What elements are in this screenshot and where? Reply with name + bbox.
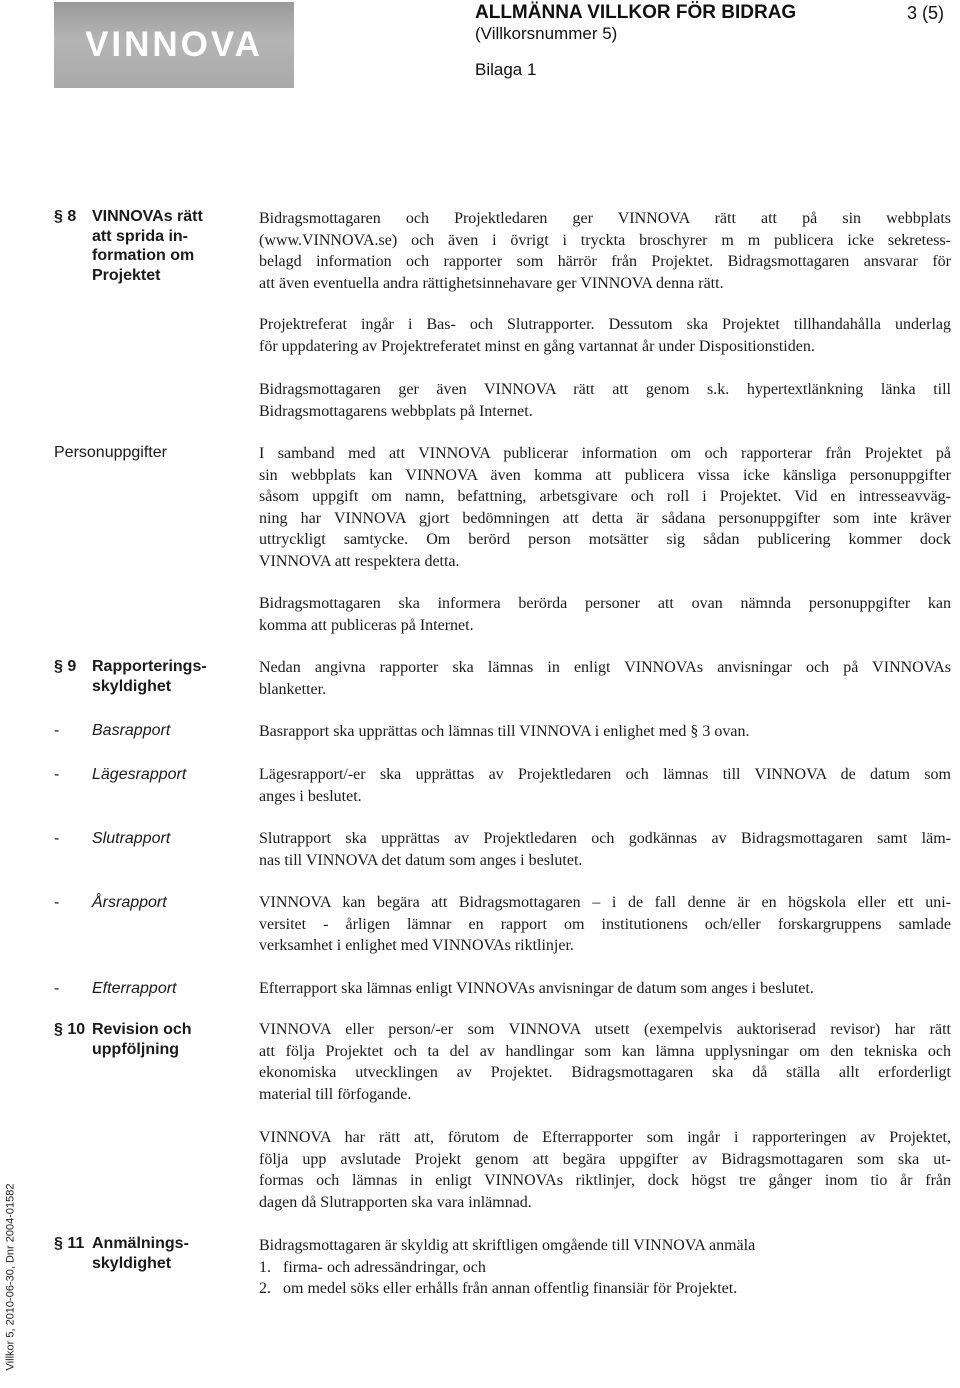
bilaga-label: Bilaga 1 (475, 60, 537, 79)
text-line: verksamhet i enlighet med VINNOVAs riktlinjer. (259, 937, 574, 954)
list-dash: - (54, 830, 60, 847)
list-dash: - (54, 722, 60, 739)
report-label: Efterrapport (92, 980, 177, 997)
text-line: dagen då Slutrapporten ska vara inlämnad. (259, 1193, 532, 1211)
personuppgifter-label: Personuppgifter (54, 444, 167, 461)
section-10-heading (54, 1020, 217, 1059)
title-line: Anmälnings- (92, 1235, 189, 1252)
title-line: skyldighet (92, 677, 172, 695)
side-footer-text: Villkor 5, 2010-06-30, Dnr 2004-01582 (4, 1183, 17, 1371)
report-item-lagesrapport (54, 764, 186, 785)
text-line: komma att publiceras på Internet. (259, 616, 474, 634)
section-number: § 10 (54, 1021, 86, 1038)
section-8-paragraph-3 (259, 379, 951, 422)
section-10-paragraph-2 (259, 1127, 951, 1213)
report-label: Årsrapport (92, 894, 167, 911)
text-line: belagd information och rapporter som härrör från Projektet. Bidragsmottagaren ansvarar för (259, 253, 951, 270)
text-line: Projektreferat ingår i Bas- och Slutrapporter. Dessutom ska Projektet tillhandahålla underlag (259, 316, 951, 333)
section-number: § 8 (54, 208, 77, 225)
title-line: VINNOVAs rätt (92, 208, 203, 225)
section-8-paragraph-2 (259, 314, 951, 357)
list-item: 1. firma- och adressändringar, och (259, 1258, 486, 1276)
text-line: för uppdatering av Projektreferatet minst en gång vartannat år under Dispositionstiden. (259, 337, 815, 355)
text-line: sin webbplats kan VINNOVA även komma att publicera vissa icke känsliga personuppgifter (259, 466, 951, 484)
title-line: formation om (92, 247, 195, 264)
text-line: Bidragsmottagaren ska informera berörda personer att ovan nämnda personuppgifter kan (259, 595, 951, 612)
report-item-basrapport (54, 720, 170, 741)
text-line: följa upp avslutade Projekt genom att begära uppgifter av Bidragsmottagaren som ska ut- (259, 1150, 951, 1168)
section-title (92, 207, 217, 285)
text-line: Lägesrapport/-er ska upprättas av Projektledaren och lämnas till VINNOVA de datum som (259, 766, 951, 783)
basrapport-text (259, 721, 951, 743)
text-line: såsom uppgift om namn, befattning, arbetsgivare och roll i Projektet. Vid en intresseavväg- (259, 488, 951, 505)
title-line: Revision och (92, 1021, 192, 1038)
arsrapport-text (259, 892, 951, 957)
document-subtitle: (Villkorsnummer 5) (475, 24, 618, 43)
text-line: ning har VINNOVA gjort bedömningen att detta är sådana personuppgifter som inte kräver (259, 509, 951, 527)
text-line: VINNOVA eller person/-er som VINNOVA utsett (exempelvis auktoriserad revisor) har rätt (259, 1021, 951, 1038)
title-line: att sprida in- (92, 227, 189, 245)
report-label: Basrapport (92, 722, 171, 739)
section-9-heading (54, 657, 217, 696)
list-dash: - (54, 766, 60, 783)
section-9-intro (259, 657, 951, 700)
text-line: uttryckligt samtycke. Om berörd person motsätter sig sådan publicering kommer dock (259, 531, 951, 548)
section-8-paragraph-1 (259, 208, 951, 294)
section-10-paragraph-1 (259, 1019, 951, 1105)
text-line: blanketter. (259, 680, 327, 698)
logo-text: VINNOVA (85, 25, 263, 64)
list-dash: - (54, 894, 60, 911)
personuppgifter-paragraph-1 (259, 443, 951, 572)
section-number: § 9 (54, 658, 77, 675)
text-line: anges i beslutet. (259, 787, 362, 805)
report-label: Slutrapport (92, 830, 171, 847)
page-number: 3 (5) (906, 3, 944, 23)
text-line: Basrapport ska upprättas och lämnas till VINNOVA i enlighet med § 3 ovan. (259, 723, 750, 740)
section-11-paragraph-1 (259, 1235, 951, 1300)
efterrapport-text (259, 978, 951, 1000)
text-line: VINNOVA kan begära att Bidragsmottagaren – i de fall denne är en högskola eller ett uni- (259, 894, 951, 911)
list-item: 2. om medel söks eller erhålls från annan offentlig finansiär för Projektet. (259, 1280, 738, 1297)
section-title (92, 1020, 217, 1059)
report-item-arsrapport (54, 892, 167, 913)
text-line: VINNOVA har rätt att, förutom de Efterrapporter som ingår i rapporteringen av Projektet, (259, 1129, 951, 1146)
side-footer (0, 1166, 20, 1388)
text-line: Slutrapport ska upprättas av Projektledaren och godkännas av Bidragsmottagaren samt läm- (259, 830, 951, 847)
text-line: ekonomiska utvecklingen av Projektet. Bidragsmottagaren ska då ställa allt erforderligt (259, 1064, 951, 1081)
report-item-slutrapport (54, 828, 170, 849)
text-line: I samband med att VINNOVA publicerar information om och rapporterar från Projektet på (259, 445, 951, 462)
section-11-heading (54, 1234, 217, 1273)
text-line: Nedan angivna rapporter ska lämnas in enligt VINNOVAs anvisningar och på VINNOVAs (259, 659, 951, 676)
text-line: Bidragsmottagaren och Projektledaren ger VINNOVA rätt att på sin webbplats (259, 210, 951, 227)
text-line: att även eventuella andra rättighetsinnehavare ger VINNOVA denna rätt. (259, 274, 724, 292)
text-line: Bidragsmottagaren ger även VINNOVA rätt att genom s.k. hypertextlänkning länka till (259, 381, 951, 398)
title-line: Projektet (92, 266, 161, 284)
text-line: Bidragsmottagaren är skyldig att skriftligen omgående till VINNOVA anmäla (259, 1237, 756, 1254)
report-item-efterrapport (54, 978, 176, 999)
text-line: Bidragsmottagarens webbplats på Internet. (259, 402, 533, 420)
section-title (92, 1234, 217, 1273)
vinnova-logo (54, 2, 294, 88)
text-line: material till förfogande. (259, 1085, 412, 1103)
text-line: versitet - årligen lämnar en rapport om institutionens och/eller forskargruppens samlade (259, 915, 951, 933)
section-title (92, 657, 217, 696)
personuppgifter-paragraph-2 (259, 593, 951, 636)
title-line: skyldighet (92, 1254, 172, 1272)
document-title: ALLMÄNNA VILLKOR FÖR BIDRAG (475, 2, 797, 23)
report-label: Lägesrapport (92, 766, 187, 783)
text-line: (www.VINNOVA.se) och även i övrigt i tryckta broschyrer m m publicera icke sekretess- (259, 231, 951, 249)
section-number: § 11 (54, 1235, 85, 1252)
text-line: Efterrapport ska lämnas enligt VINNOVAs anvisningar de datum som anges i beslutet. (259, 980, 814, 997)
list-dash: - (54, 980, 60, 997)
text-line: VINNOVA att respektera detta. (259, 552, 460, 570)
title-line: Rapporterings- (92, 658, 207, 675)
slutrapport-text (259, 828, 951, 871)
text-line: att följa Projektet och ta del av handlingar som kan lämna upplysningar om den tekniska och (259, 1042, 951, 1060)
lagesrapport-text (259, 764, 951, 807)
title-line: uppföljning (92, 1040, 180, 1058)
text-line: nas till VINNOVA det datum som anges i beslutet. (259, 851, 583, 869)
section-8-heading (54, 207, 217, 285)
text-line: formas och lämnas in enligt VINNOVAs riktlinjer, dock högst tre gånger inom tio år från (259, 1172, 951, 1189)
